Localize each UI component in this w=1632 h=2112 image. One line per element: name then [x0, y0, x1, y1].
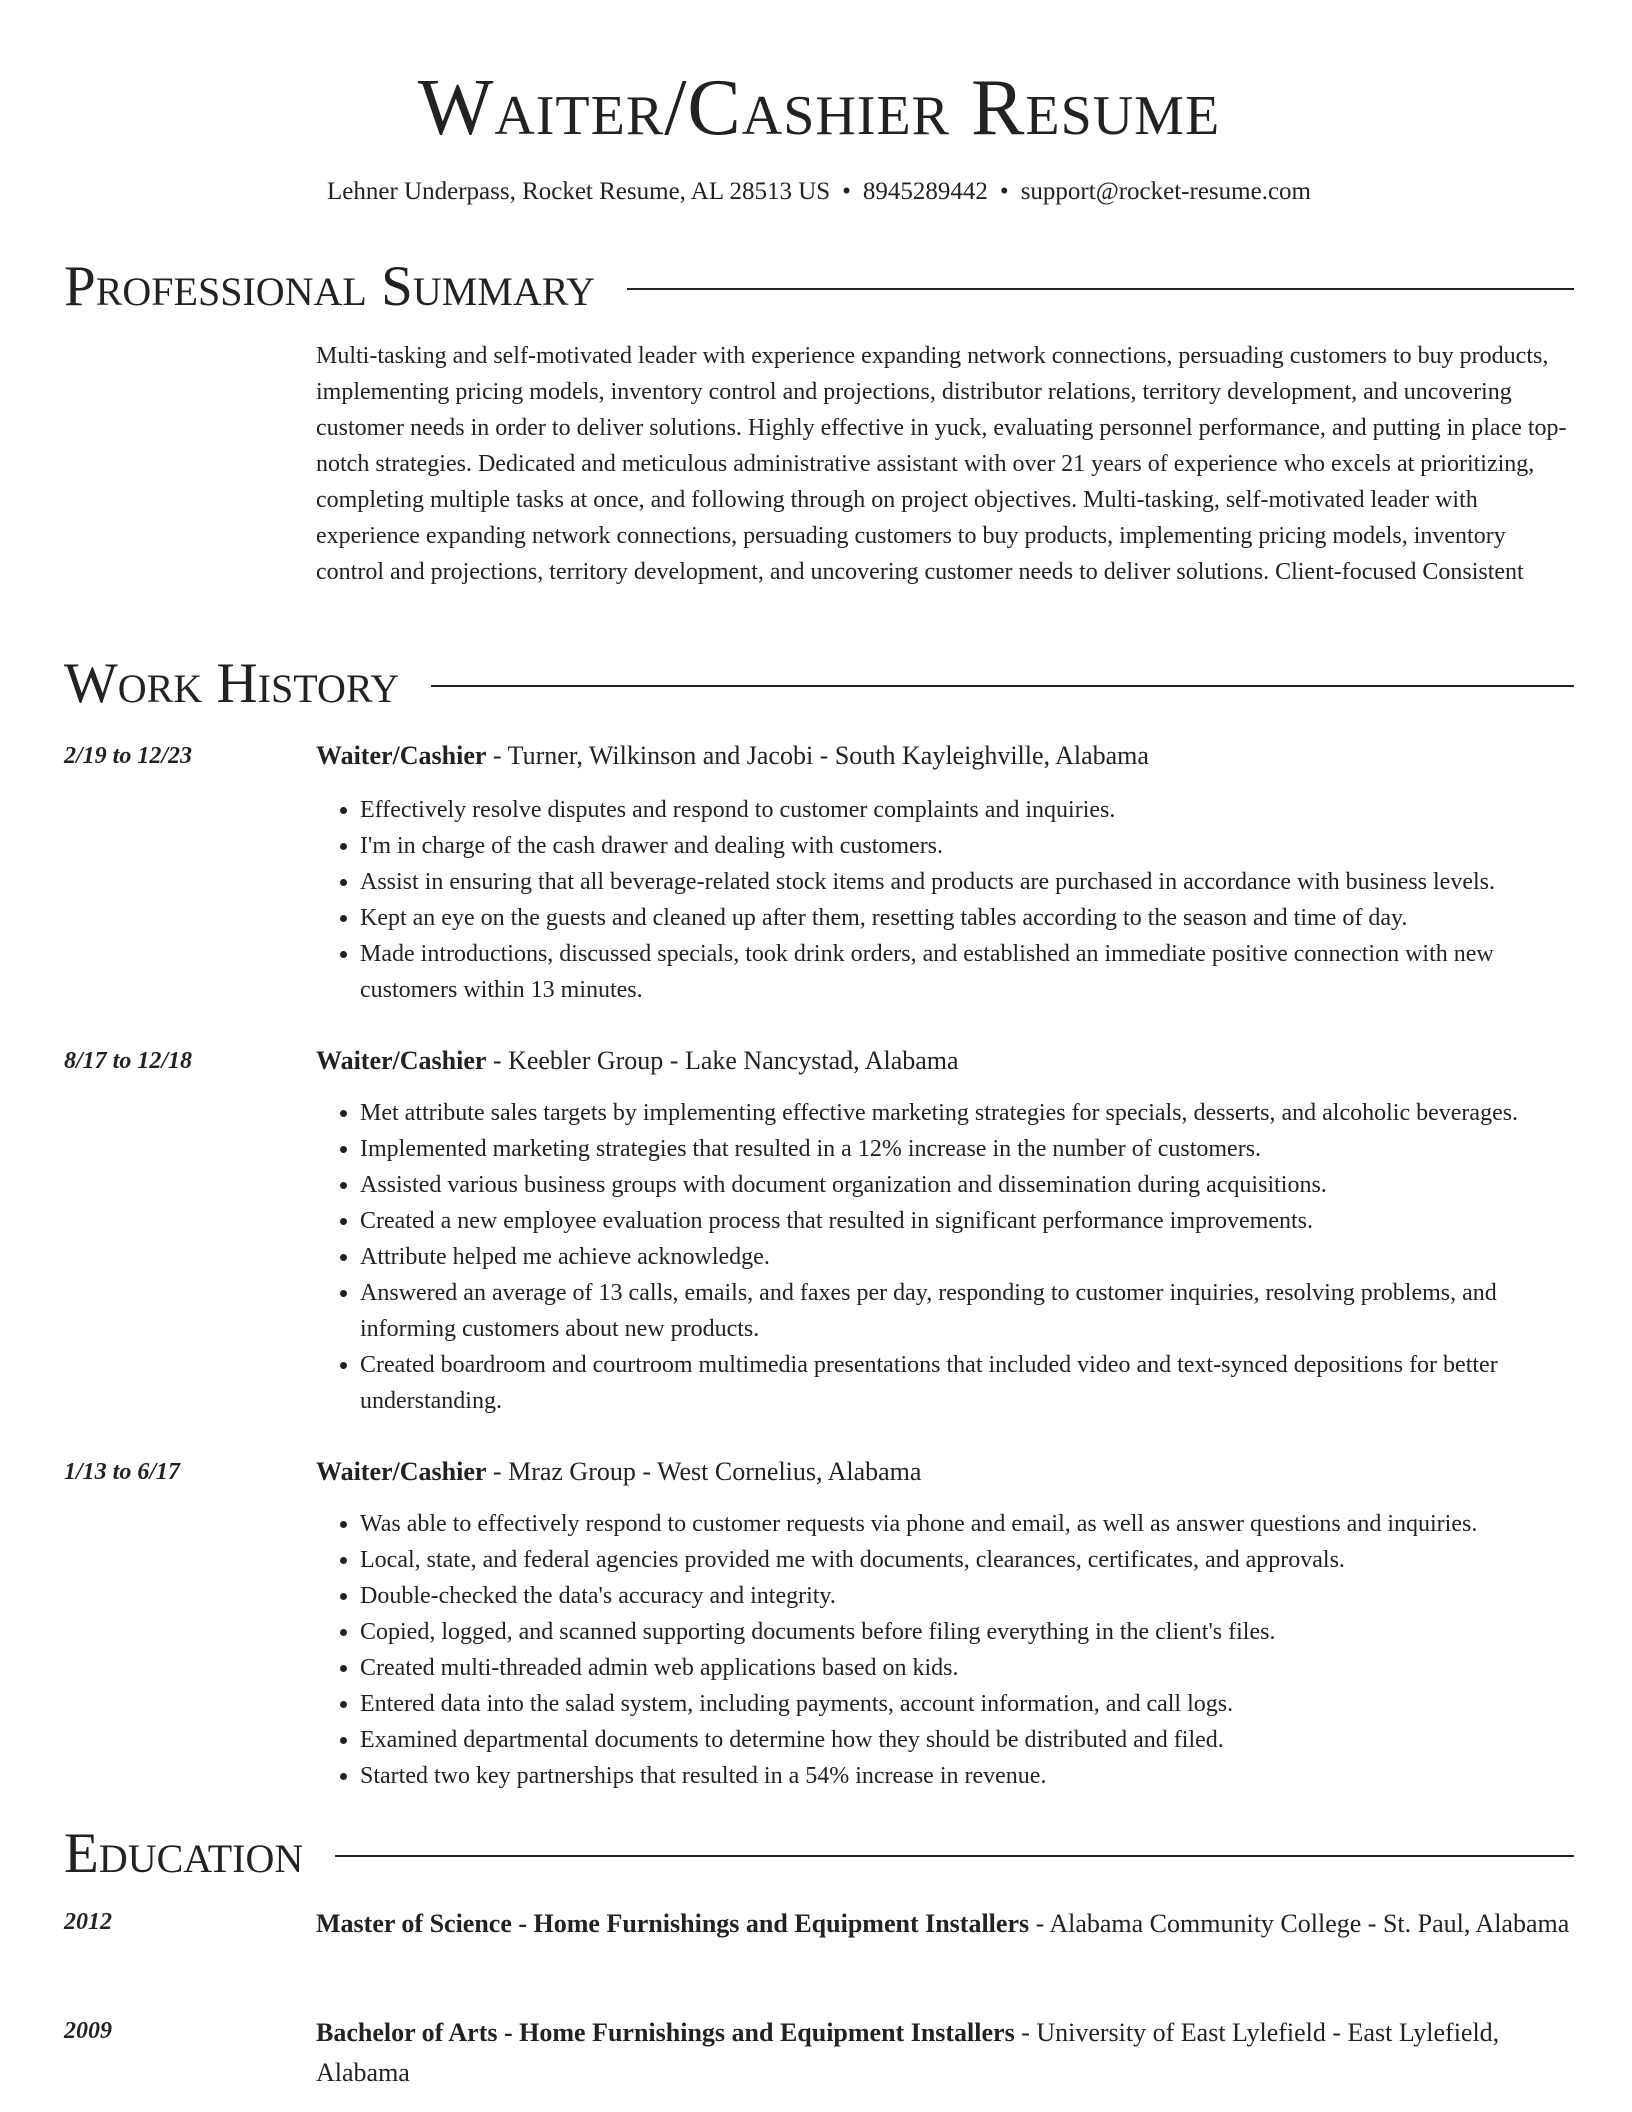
section-header-summary	[64, 252, 1574, 322]
job-dates: 1/13 to 6/17	[64, 1459, 181, 1485]
job-bullet: • Met attribute sales targets by implementing effective marketing strategies for specials, desserts, and alcoholic beverages.	[360, 1095, 1574, 1131]
job-title: Waiter/Cashier	[316, 741, 487, 770]
section-header-education	[64, 1819, 1574, 1889]
job-employer: - Keebler Group - Lake Nancystad, Alabama	[486, 1046, 959, 1075]
job-bullet: • Local, state, and federal agencies provided me with documents, clearances, certificates, and approvals.	[360, 1542, 1574, 1578]
education-school: - Alabama Community College - St. Paul, Alabama	[1029, 1909, 1570, 1938]
section-title-summary: Professional Summary	[64, 255, 596, 318]
job-title: Waiter/Cashier	[316, 1046, 487, 1075]
contact-separator: •	[842, 178, 851, 205]
education-details	[316, 2013, 1574, 2093]
job-heading	[316, 1454, 1574, 1490]
job-bullet: • Kept an eye on the guests and cleaned up after them, resetting tables according to the season and time of day.	[360, 900, 1574, 936]
education-details	[316, 1904, 1574, 1944]
education-degree: Bachelor of Arts - Home Furnishings and Equipment Installers	[316, 2018, 1015, 2047]
job-bullet: • Created a new employee evaluation process that resulted in significant performance improvements.	[360, 1203, 1574, 1239]
job-bullet: • Copied, logged, and scanned supporting documents before filing everything in the client's files.	[360, 1614, 1574, 1650]
section-title-education: Education	[64, 1822, 304, 1885]
summary-text: Multi-tasking and self-motivated leader with experience expanding network connections, persuading customers to buy products, implementing pricing models, inventory control and projections, distributor relations, territory development, and uncovering customer needs in order to deliver solutions. Highly effective in yuck, evaluating personnel performance, and putting in place top-notch strategies. Dedicated and meticulous administrative assistant with over 21 years of experience who excels at prioritizing, completing multiple tasks at once, and following through on project objectives. Multi-tasking, self-motivated leader with experience expanding network connections, persuading customers to buy products, implementing pricing models, inventory control and projections, territory development, and uncovering customer needs to deliver solutions. Client-focused Consistent	[316, 343, 1567, 585]
job-bullets	[316, 1095, 1574, 1419]
job-bullets	[316, 792, 1574, 1008]
contact-email: support@rocket-resume.com	[1020, 178, 1311, 205]
job-bullet: • Made introductions, discussed specials, took drink orders, and established an immediate positive connection with new customers within 13 minutes.	[360, 936, 1574, 1008]
job-bullet: • Attribute helped me achieve acknowledge.	[360, 1239, 1574, 1275]
job-bullet: • Created boardroom and courtroom multimedia presentations that included video and text-synced depositions for better understanding.	[360, 1347, 1574, 1419]
job-heading	[316, 1043, 1574, 1079]
education-school: - University of East Lylefield - East Lylefield, Alabama	[316, 2018, 1500, 2087]
contact-phone: 8945289442	[862, 178, 988, 205]
contact-line	[64, 174, 1574, 210]
job-bullet: • Assist in ensuring that all beverage-related stock items and products are purchased in accordance with business levels.	[360, 864, 1574, 900]
job-bullet: • Was able to effectively respond to customer requests via phone and email, as well as answer questions and inquiries.	[360, 1506, 1574, 1542]
job-bullet: • Implemented marketing strategies that resulted in a 12% increase in the number of customers.	[360, 1131, 1574, 1167]
job-bullet: • Assisted various business groups with document organization and dissemination during acquisitions.	[360, 1167, 1574, 1203]
education-year: 2012	[64, 1909, 112, 1935]
section-header-work-history	[64, 649, 1574, 719]
job-employer: - Turner, Wilkinson and Jacobi - South Kayleighville, Alabama	[486, 741, 1149, 770]
contact-address: Lehner Underpass, Rocket Resume, AL 28513 US	[327, 178, 831, 205]
section-divider	[335, 1855, 1574, 1857]
section-divider	[627, 288, 1574, 290]
job-bullet: • I'm in charge of the cash drawer and dealing with customers.	[360, 828, 1574, 864]
job-title: Waiter/Cashier	[316, 1457, 487, 1486]
job-bullet: • Examined departmental documents to determine how they should be distributed and filed.	[360, 1722, 1574, 1758]
job-bullets	[316, 1506, 1574, 1794]
job-bullet: • Effectively resolve disputes and respond to customer complaints and inquiries.	[360, 792, 1574, 828]
job-bullet: • Entered data into the salad system, including payments, account information, and call logs.	[360, 1686, 1574, 1722]
job-bullet: • Double-checked the data's accuracy and integrity.	[360, 1578, 1574, 1614]
resume-title: Waiter/Cashier Resume	[417, 64, 1221, 152]
contact-separator: •	[999, 178, 1009, 205]
education-degree: Master of Science - Home Furnishings and Equipment Installers	[316, 1909, 1030, 1938]
section-divider	[431, 685, 1574, 687]
job-dates: 2/19 to 12/23	[64, 743, 193, 769]
job-heading	[316, 738, 1574, 774]
job-bullet: • Answered an average of 13 calls, emails, and faxes per day, responding to customer inquiries, resolving problems, and informing customers about new products.	[360, 1275, 1574, 1347]
job-employer: - Mraz Group - West Cornelius, Alabama	[486, 1457, 922, 1486]
section-title-work-history: Work History	[64, 652, 400, 715]
education-year: 2009	[64, 2018, 112, 2044]
job-bullet: • Started two key partnerships that resulted in a 54% increase in revenue.	[360, 1758, 1574, 1794]
job-bullet: • Created multi-threaded admin web applications based on kids.	[360, 1650, 1574, 1686]
job-dates: 8/17 to 12/18	[64, 1048, 193, 1074]
